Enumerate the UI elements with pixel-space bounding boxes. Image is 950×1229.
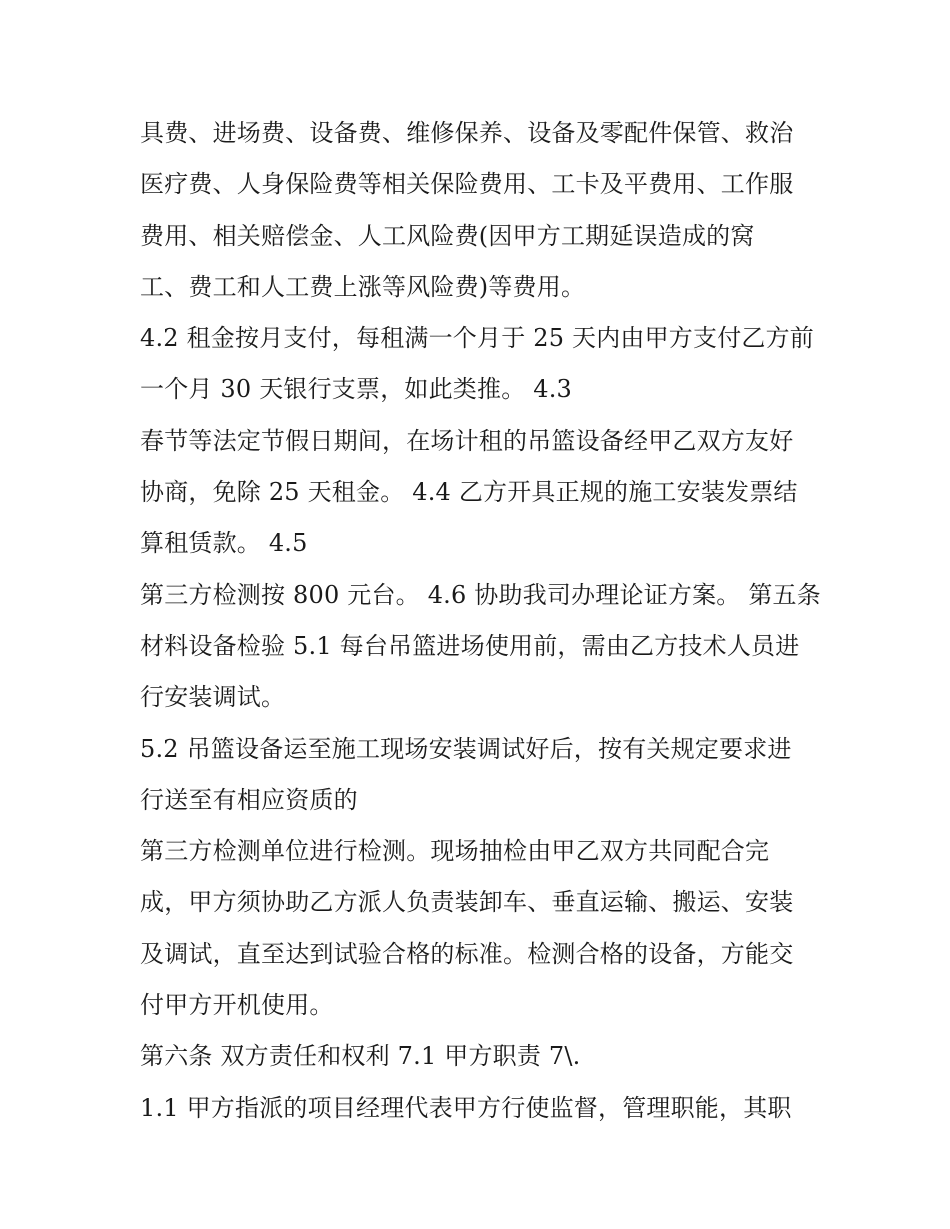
text-line: 工、费工和人工费上涨等风险费)等费用。 xyxy=(140,272,586,301)
text-line: 费用、相关赔偿金、人工风险费(因甲方工期延误造成的窝 xyxy=(140,221,755,250)
text-line: 具费、进场费、设备费、维修保养、设备及零配件保管、救治 xyxy=(140,119,794,147)
text-line: 第三方检测单位进行检测。现场抽检由甲乙双方共同配合完 xyxy=(140,837,770,866)
text-line: 付甲方开机使用。 xyxy=(140,991,334,1020)
text-line: 材料设备检验 5.1 每台吊篮进场使用前，需由乙方技术人员进 xyxy=(140,631,800,660)
text-line: 5.2 吊篮设备运至施工现场安装调试好后，按有关规定要求进 xyxy=(140,734,792,763)
text-line: 行送至有相应资质的 xyxy=(140,785,358,814)
text-line: 一个月 30 天银行支票，如此类推。 4.3 xyxy=(140,375,572,404)
text-line: 1.1 甲方指派的项目经理代表甲方行使监督，管理职能，其职 xyxy=(140,1093,792,1122)
text-line: 第六条 双方责任和权利 7.1 甲方职责 7\. xyxy=(140,1042,581,1071)
text-line: 4.2 租金按月支付，每租满一个月于 25 天内由甲方支付乙方前 xyxy=(140,324,814,353)
text-line: 成，甲方须协助乙方派人负责装卸车、垂直运输、搬运、安装 xyxy=(140,888,794,917)
text-line: 第三方检测按 800 元台。 4.6 协助我司办理论证方案。 第五条 xyxy=(140,580,821,609)
text-line: 算租赁款。 4.5 xyxy=(140,529,308,558)
text-line: 医疗费、人身保险费等相关保险费用、工卡及平费用、工作服 xyxy=(140,170,794,199)
text-line: 行安装调试。 xyxy=(140,683,286,712)
text-line: 协商，免除 25 天租金。 4.4 乙方开具正规的施工安装发票结 xyxy=(140,478,798,507)
text-line: 春节等法定节假日期间，在场计租的吊篮设备经甲乙双方友好 xyxy=(140,426,794,455)
text-line: 及调试，直至达到试验合格的标准。检测合格的设备，方能交 xyxy=(140,939,794,968)
contract-text-body xyxy=(140,108,820,1134)
